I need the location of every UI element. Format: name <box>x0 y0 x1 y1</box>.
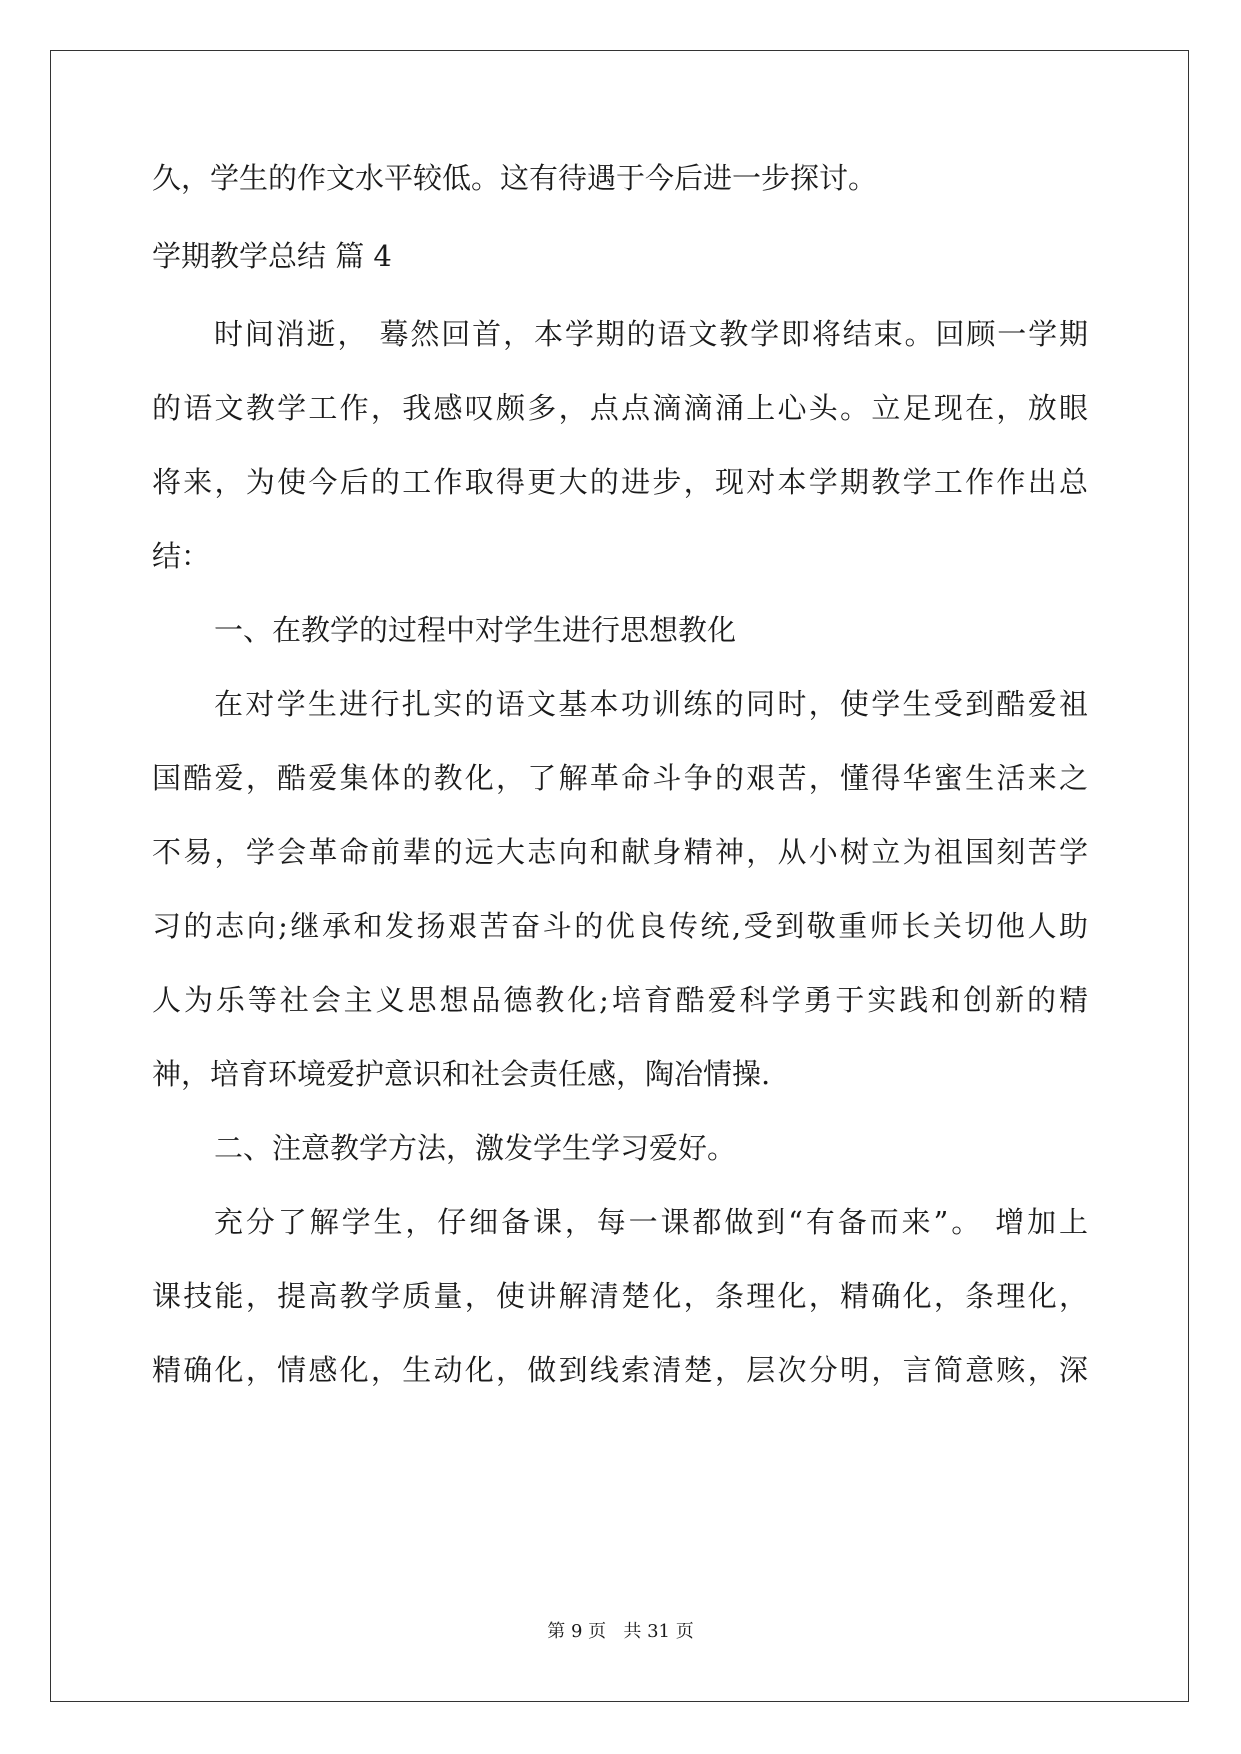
footer-spacer <box>606 1621 623 1642</box>
paragraph-line: 不易，学会革命前辈的远大志向和献身精神，从小树立为祖国刻苦学 <box>152 835 1088 869</box>
paragraph-line: 的语文教学工作，我感叹颇多，点点滴滴涌上心头。立足现在，放眼 <box>152 391 1088 425</box>
paragraph-line: 结： <box>152 539 211 573</box>
paragraph-line: 久，学生的作文水平较低。这有待遇于今后进一步探讨。 <box>152 161 878 195</box>
paragraph-line: 在对学生进行扎实的语文基本功训练的同时，使学生受到酷爱祖 <box>214 687 1088 721</box>
subheading: 二、注意教学方法，激发学生学习爱好。 <box>214 1131 737 1165</box>
section-heading: 学期教学总结 篇 4 <box>152 239 392 273</box>
paragraph-line: 课技能，提高教学质量，使讲解清楚化，条理化，精确化，条理化， <box>152 1279 1088 1313</box>
paragraph-line: 精确化，情感化，生动化，做到线索清楚，层次分明，言简意赅，深 <box>152 1353 1088 1387</box>
paragraph-line: 国酷爱，酷爱集体的教化，了解革命斗争的艰苦，懂得华蜜生活来之 <box>152 761 1088 795</box>
paragraph-line: 充分了解学生，仔细备课，每一课都做到“有备而来”。 增加上 <box>214 1205 1088 1239</box>
paragraph-line: 将来，为使今后的工作取得更大的进步，现对本学期教学工作作出总 <box>152 465 1088 499</box>
subheading: 一、在教学的过程中对学生进行思想教化 <box>214 613 737 647</box>
paragraph-line: 时间消逝， 蓦然回首，本学期的语文教学即将结束。回顾一学期 <box>214 317 1088 351</box>
page-frame <box>50 50 1189 1702</box>
page-total: 共 31 页 <box>623 1621 694 1642</box>
paragraph-line: 人为乐等社会主义思想品德教化;培育酷爱科学勇于实践和创新的精 <box>152 983 1088 1017</box>
page-footer <box>0 1620 1241 1644</box>
page-number: 第 9 页 <box>547 1621 607 1642</box>
paragraph-line: 习的志向;继承和发扬艰苦奋斗的优良传统,受到敬重师长关切他人助 <box>152 909 1088 943</box>
paragraph-line: 神，培育环境爱护意识和社会责任感，陶冶情操. <box>152 1057 771 1091</box>
